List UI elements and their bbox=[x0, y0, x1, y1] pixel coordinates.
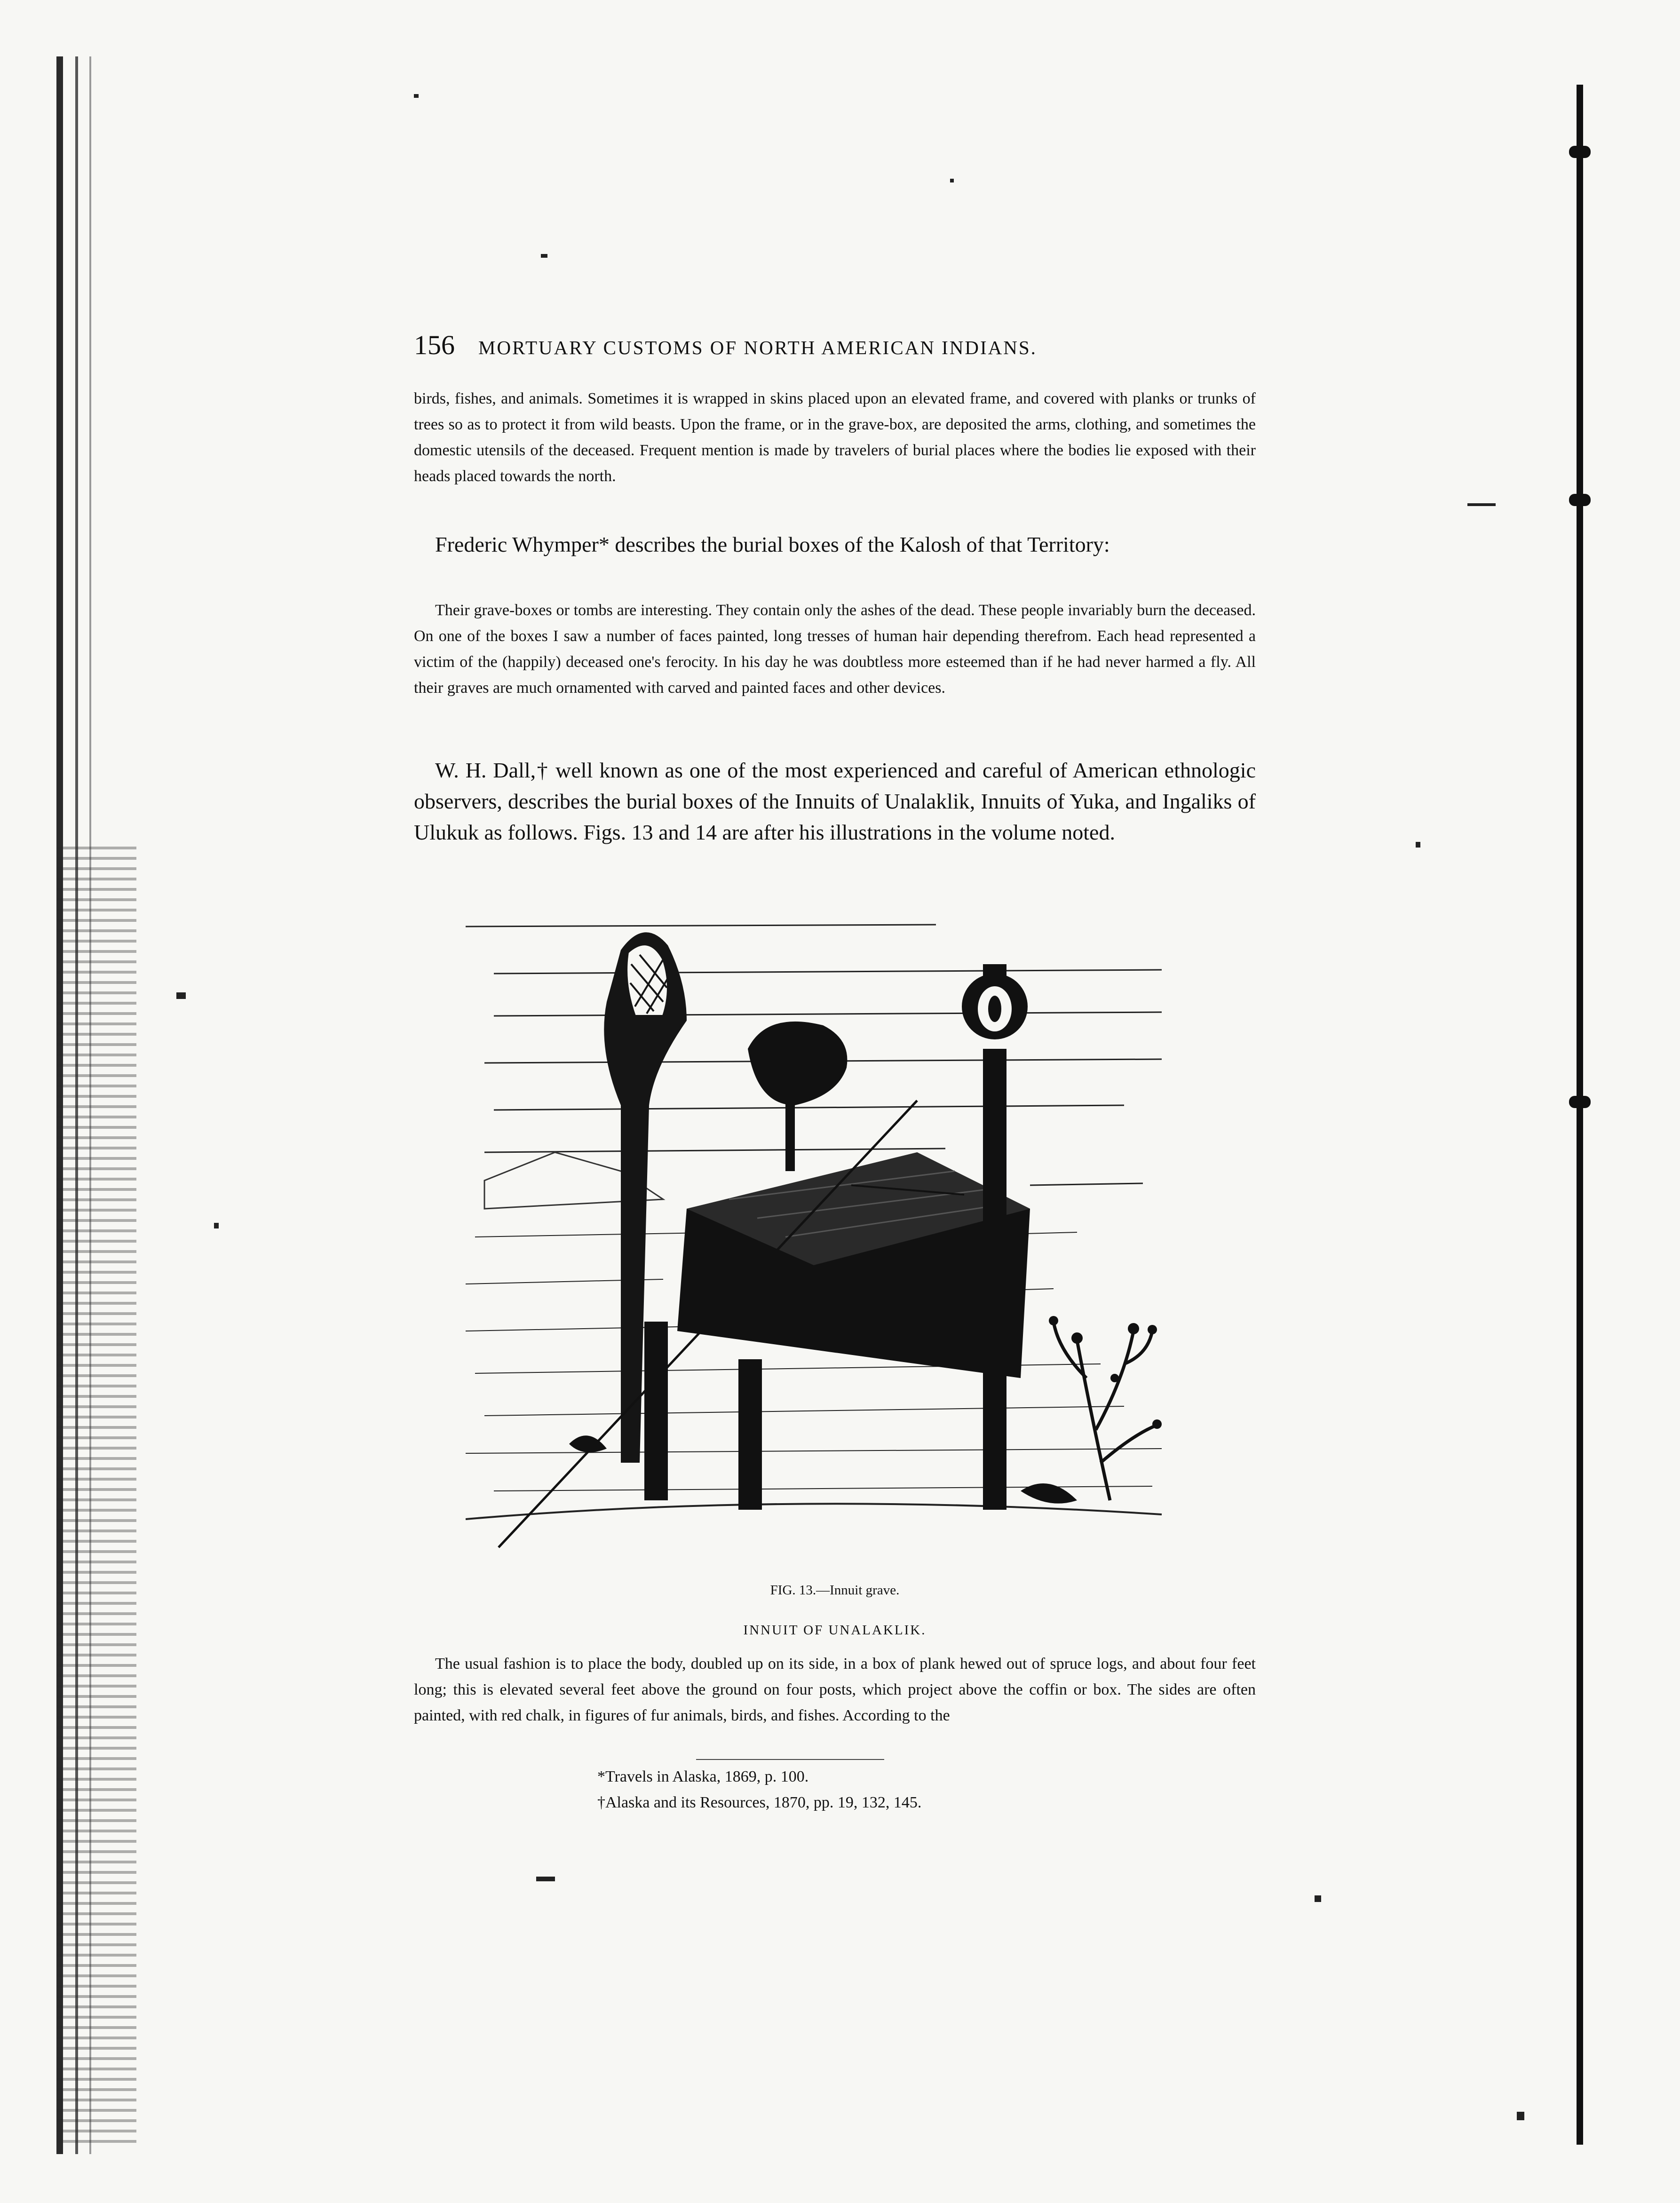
footnote-whymper: *Travels in Alaska, 1869, p. 100. bbox=[597, 1768, 809, 1785]
speck bbox=[950, 179, 954, 182]
speck bbox=[214, 1223, 219, 1228]
binding-knot bbox=[1569, 494, 1591, 506]
block-quote-whymper: Their grave-boxes or tombs are interesting. They contain only the ashes of the dead. These people invariably burn the deceased. On one of the boxes I saw a number of faces painted, long tresses of human hair depending therefrom. Each head represented a victim of the (happily) deceased one's ferocity. In his day he was doubtless more esteemed than if he had never harmed a fly. All their graves are much ornamented with carved and painted faces and other devices. bbox=[414, 602, 1256, 697]
speck bbox=[176, 992, 186, 999]
ground-line bbox=[466, 1504, 1162, 1519]
paragraph-whymper: Frederic Whymper* describes the burial boxes of the Kalosh of that Territory: bbox=[435, 532, 1110, 556]
tall-rear-post bbox=[983, 1049, 1006, 1510]
speck bbox=[541, 254, 547, 258]
front-left-post bbox=[644, 1322, 668, 1500]
speck bbox=[1517, 2112, 1524, 2120]
shrub bbox=[1054, 1322, 1157, 1500]
urn-neck bbox=[983, 964, 1006, 988]
right-binding-edge bbox=[1577, 85, 1583, 2145]
binding-knot bbox=[1569, 146, 1591, 158]
speck bbox=[1467, 503, 1496, 506]
speck bbox=[1416, 842, 1420, 848]
page-header bbox=[414, 329, 1256, 367]
front-right-post bbox=[738, 1359, 762, 1510]
running-title: MORTUARY CUSTOMS OF NORTH AMERICAN INDIANS. bbox=[478, 337, 1037, 358]
footnote-dall: †Alaska and its Resources, 1870, pp. 19, 132, 145. bbox=[597, 1794, 922, 1811]
paragraph-continuation: birds, fishes, and animals. Sometimes it is wrapped in skins placed upon an elevated frame, and covered with planks or trunks of trees so as to protect it from wild beasts. Upon the frame, or in the grave-box, are deposited the arms, clothing, and sometimes the domestic utensils of the deceased. Frequent mention is made by travelers of burial places where the bodies lie exposed with their heads placed towards the north. bbox=[414, 390, 1256, 485]
block-quote-dall: The usual fashion is to place the body, doubled up on its side, in a box of plank hewed out of spruce logs, and about four feet long; this is elevated several feet above the ground on four posts, which project above the coffin or box. The sides are often painted, with red chalk, in figures of fur animals, birds, and fishes. According to the bbox=[414, 1655, 1256, 1724]
footnote-rule bbox=[696, 1759, 884, 1760]
binding-knot bbox=[1569, 1096, 1591, 1108]
page-number: 156 bbox=[414, 330, 455, 360]
speck bbox=[536, 1877, 555, 1881]
paragraph-dall: W. H. Dall,† well known as one of the most experienced and careful of American ethnologic observers, describes the burial boxes of the Innuits of Unalaklik, Innuits of Yuka, and Ingaliks of Ulukuk as follows. Figs. 13 and 14 are after his illustrations in the volume noted. bbox=[414, 758, 1256, 844]
footnotes bbox=[597, 1764, 1162, 1815]
kayak-support bbox=[785, 1077, 795, 1171]
section-heading: INNUIT OF UNALAKLIK. bbox=[743, 1623, 927, 1638]
speck bbox=[414, 94, 419, 98]
figure-caption: FIG. 13.—Innuit grave. bbox=[770, 1583, 900, 1598]
urn-face-center bbox=[988, 996, 1001, 1022]
binding-speckle bbox=[56, 847, 136, 2145]
figure-innuit-grave bbox=[466, 908, 1166, 1566]
kayak-frame bbox=[748, 1022, 847, 1105]
grave-engraving bbox=[466, 908, 1166, 1566]
speck bbox=[1315, 1895, 1321, 1902]
